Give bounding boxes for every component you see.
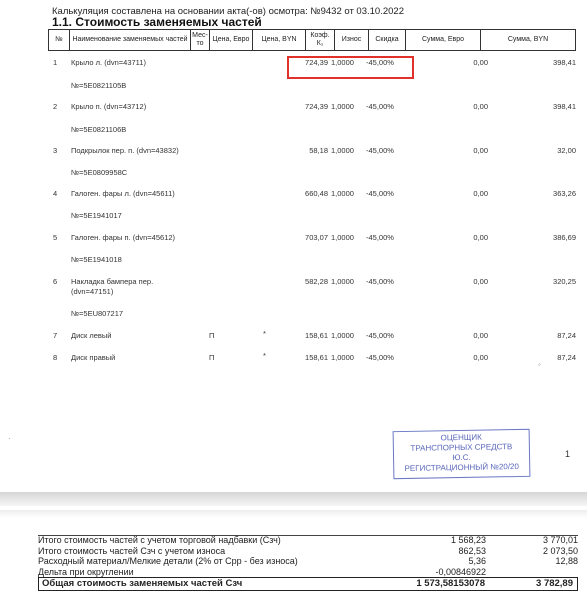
col-wear: Износ — [335, 30, 369, 51]
row-sum-eur: 0,00 — [473, 353, 488, 362]
row-sum-byn: 363,26 — [553, 189, 576, 198]
row-wear: -45,00% — [366, 331, 394, 340]
totals-value-byn: 2 073,50 — [542, 545, 578, 556]
row-part-number: №=5E0821105B — [71, 81, 127, 90]
stamp-line: Ю.С. — [452, 452, 471, 463]
row-name: Подкрылок пер. п. (dvn=43832) — [71, 146, 179, 155]
parts-table-header — [48, 29, 576, 51]
totals-value-byn: 12,88 — [555, 556, 578, 566]
stamp-line: ТРАНСПОРНЫХ СРЕДСТВ — [410, 442, 513, 453]
col-sum-byn: Сумма, BYN — [481, 30, 576, 51]
row-num: 3 — [53, 146, 58, 155]
section-title: 1.1. Стоимость заменяемых частей — [52, 15, 262, 29]
row-sum-eur: 0,00 — [473, 146, 488, 155]
row-place: П — [209, 353, 215, 362]
totals-label: Расходный материал/Мелкие детали (2% от Срр - без износа) — [38, 556, 298, 566]
row-price-byn: 660,48 — [305, 189, 328, 198]
col-coef: Коэф. К₁ — [306, 30, 335, 51]
row-sum-eur: 0,00 — [473, 331, 488, 340]
col-name: Наименование заменяемых частей — [70, 30, 191, 51]
col-sum-eur: Сумма, Евро — [406, 30, 481, 51]
totals-value-eur: 1 568,23 — [450, 535, 486, 545]
row-name: Диск левый — [71, 331, 112, 340]
row-price-byn: 158,61 — [305, 353, 328, 362]
row-sum-byn: 398,41 — [553, 58, 576, 67]
totals-final-value-eur: 1 573,58153078 — [416, 578, 485, 589]
totals-label: Итого стоимость частей с учетом торговой надбавки (Сзч) — [38, 535, 281, 545]
scan-mark: · — [8, 434, 11, 443]
row-sum-byn: 398,41 — [553, 102, 576, 111]
totals-final-value-byn: 3 782,89 — [536, 578, 573, 589]
row-name: Диск правый — [71, 353, 116, 362]
row-wear: -45,00% — [366, 233, 394, 242]
totals-value-eur: 5,36 — [468, 556, 486, 566]
parts-table-body — [48, 50, 576, 380]
row-num: 8 — [53, 353, 58, 362]
row-num: 5 — [53, 233, 58, 242]
scan-mark: ◦ — [538, 360, 541, 369]
col-place: Мес-то — [191, 30, 210, 51]
row-sum-eur: 0,00 — [473, 102, 488, 111]
row-wear: -45,00% — [366, 189, 394, 198]
calculation-caption: Калькуляция составлена на основании акта(-ов) осмотра: №9432 от 03.10.2022 — [52, 6, 404, 17]
row-part-number: №=5EU807217 — [71, 309, 124, 318]
totals-value-eur: 862,53 — [458, 545, 486, 556]
stamp-line: ОЦЕНЩИК — [440, 432, 482, 443]
row-price-byn: 582,28 — [305, 277, 328, 286]
totals-label: Дельта при округлении — [38, 566, 134, 577]
row-part-number: №=5E0821106B — [71, 125, 127, 134]
totals-row — [38, 546, 578, 557]
page-break — [0, 492, 587, 506]
row-sum-byn: 32,00 — [557, 146, 576, 155]
totals-label: Итого стоимость частей Сзч с учетом износа — [38, 545, 226, 556]
row-sum-eur: 0,00 — [473, 233, 488, 242]
row-wear: -45,00% — [366, 353, 394, 362]
row-sum-byn: 386,69 — [553, 233, 576, 242]
row-num: 1 — [53, 58, 58, 67]
row-price-byn: 703,07 — [305, 233, 328, 242]
row-part-number: №=5E0809958C — [71, 168, 128, 177]
totals-value-eur: -0,00846922 — [435, 566, 486, 577]
row-name: Галоген. фары л. (dvn=45611) — [71, 189, 175, 198]
row-place: П — [209, 331, 215, 340]
row-wear: -45,00% — [366, 58, 394, 67]
row-wear: -45,00% — [366, 146, 394, 155]
col-num: № — [49, 30, 70, 51]
totals-block — [38, 535, 578, 591]
row-sum-eur: 0,00 — [473, 277, 488, 286]
page-number: 1 — [565, 449, 571, 459]
page-break-shadow — [0, 510, 587, 518]
row-num: 6 — [53, 277, 58, 286]
row-num: 2 — [53, 102, 58, 111]
row-sum-byn: 320,25 — [553, 277, 576, 286]
row-coef: 1,0000 — [331, 277, 354, 286]
col-price-eur: Цена, Евро — [210, 30, 253, 51]
row-coef: 1,0000 — [331, 331, 354, 340]
totals-row — [38, 535, 578, 546]
row-price-byn: 724,39 — [305, 58, 328, 67]
row-sum-eur: 0,00 — [473, 58, 488, 67]
totals-row — [38, 556, 578, 567]
col-price-byn: Цена, BYN — [253, 30, 306, 51]
row-coef: 1,0000 — [331, 102, 354, 111]
row-part-number: №=5E1941018 — [71, 255, 122, 264]
appraiser-stamp — [393, 429, 531, 479]
row-price-byn: 724,39 — [305, 102, 328, 111]
row-name: Галоген. фары п. (dvn=45612) — [71, 233, 176, 242]
row-price-byn: 58,18 — [309, 146, 328, 155]
col-discount: Скидка — [369, 30, 406, 51]
totals-final-row — [38, 577, 578, 591]
row-name: Накладка бампера пер. — [71, 277, 154, 286]
row-coef: 1,0000 — [331, 58, 354, 67]
row-price-byn: 158,61 — [305, 331, 328, 340]
row-coef: 1,0000 — [331, 233, 354, 242]
row-coef: 1,0000 — [331, 353, 354, 362]
highlight-box — [287, 56, 414, 79]
row-wear: -45,00% — [366, 102, 394, 111]
row-num: 4 — [53, 189, 58, 198]
row-part-number: №=5E1941017 — [71, 211, 122, 220]
stamp-line: РЕГИСТРАЦИОННЫЙ №20/20 — [404, 462, 519, 473]
row-price-eur: * — [263, 329, 266, 338]
row-name: Крыло п. (dvn=43712) — [71, 102, 147, 111]
row-name-cont: (dvn=47151) — [71, 287, 114, 296]
row-sum-byn: 87,24 — [557, 331, 576, 340]
row-coef: 1,0000 — [331, 189, 354, 198]
row-price-eur: * — [263, 351, 266, 360]
totals-row — [38, 567, 578, 578]
totals-value-byn: 3 770,01 — [542, 535, 578, 545]
row-sum-eur: 0,00 — [473, 189, 488, 198]
row-num: 7 — [53, 331, 58, 340]
row-sum-byn: 87,24 — [557, 353, 576, 362]
row-wear: -45,00% — [366, 277, 394, 286]
row-coef: 1,0000 — [331, 146, 354, 155]
row-name: Крыло л. (dvn=43711) — [71, 58, 146, 67]
totals-final-label: Общая стоимость заменяемых частей Сзч — [42, 578, 243, 589]
